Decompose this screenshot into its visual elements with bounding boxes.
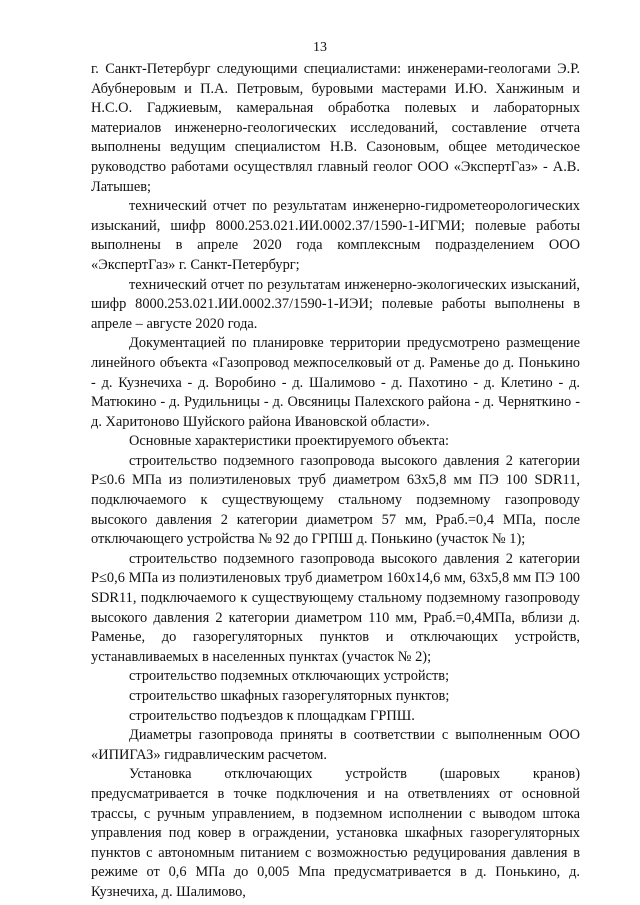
paragraph-specialists: г. Санкт-Петербург следующими специалистами: инженерами-геологами Э.Р. Абубнеровым и П.А. Петровым, буровыми мастерами И.Ю. Ханжиным и Н.С.О. Гаджиевым, камеральная обработка полевых и лабораторных материалов инженерно-геологических исследований, составление отчета выполнены ведущим специалистом Н.В. Сазоновым, общее методическое руководство работами осуществлял главный геолог ООО «ЭкспертГаз» - А.В. Латышев; <box>91 61 580 195</box>
paragraph-section-1: строительство подземного газопровода высокого давления 2 категории Р≤0.6 МПа из полиэтиленовых труб диаметром 63х5,8 мм ПЭ 100 SDR11, подключаемого к существующему стальному подземному газопроводу высокого давления 2 категории диаметром 57 мм, Рраб.=0,4 МПа, после отключающего устройства № 92 до ГРПШ д. Понькино (участок № 1); <box>91 452 580 548</box>
paragraph-planning-docs: Документацией по планировке территории предусмотрено размещение линейного объекта «Газопровод межпоселковый от д. Раменье до д. Понькино - д. Кузнечиха - д. Воробино - д. Шалимово - д. Пахотино - д. Клетино - д. Матюкино - д. Рудильницы - д. Овсяницы Палехского района - д. Черняткино - д. Харитоново Шуйского района Ивановской области». <box>91 335 580 430</box>
paragraph-ecology-report: технический отчет по результатам инженерно-экологических изысканий, шифр 8000.253.021.ИИ.0002.37/1590-1-ИЭИ; полевые работы выполнены в апреле – августе 2020 года. <box>91 276 580 332</box>
paragraph-section-2: строительство подземного газопровода высокого давления 2 категории Р≤0,6 МПа из полиэтиленовых труб диаметром 160х14,6 мм, 63х5,8 мм ПЭ 100 SDR11, подключаемого к существующему стальному подземному газопроводу высокого давления 2 категории диаметром 110 мм, Рраб.=0,4МПа, вблизи д. Раменье, до газорегуляторных пунктов и отключающих устройств, устанавливаемых в населенных пунктах (участок № 2); <box>91 550 580 665</box>
paragraph-valve-installation: Установка отключающих устройств (шаровых кранов) предусматривается в точке подключения и на ответвлениях от основной трассы, с ручным управлением, в подземном исполнении с выводом штока управления под ковер в ограждении, установка шкафных газорегуляторных пунктов с автономным питанием с возможностью редуцирования давления в режиме от 0,6 МПа до 0,005 Мпа предусматривается в д. Понькино, д. Кузнечиха, д. Шалимово, <box>91 766 580 900</box>
body-text <box>91 60 580 903</box>
paragraph-grp-points: строительство шкафных газорегуляторных пунктов; <box>129 688 450 704</box>
paragraph-diameters: Диаметры газопровода приняты в соответствии с выполненным ООО «ИПИГАЗ» гидравлическим расчетом. <box>91 727 580 763</box>
paragraph-main-characteristics: Основные характеристики проектируемого объекта: <box>129 433 449 450</box>
paragraph-access-roads: строительство подъездов к площадкам ГРПШ. <box>129 707 415 724</box>
paragraph-hydromet-report: технический отчет по результатам инженерно-гидрометеорологических изысканий, шифр 8000.253.021.ИИ.0002.37/1590-1-ИГМИ; полевые работы выполнены в апреле 2020 года комплексным подразделением ООО «ЭкспертГаз» г. Санкт-Петербург; <box>91 198 580 273</box>
paragraph-shutoff-devices: строительство подземных отключающих устройств; <box>129 668 450 685</box>
page-number: 13 <box>313 40 327 55</box>
